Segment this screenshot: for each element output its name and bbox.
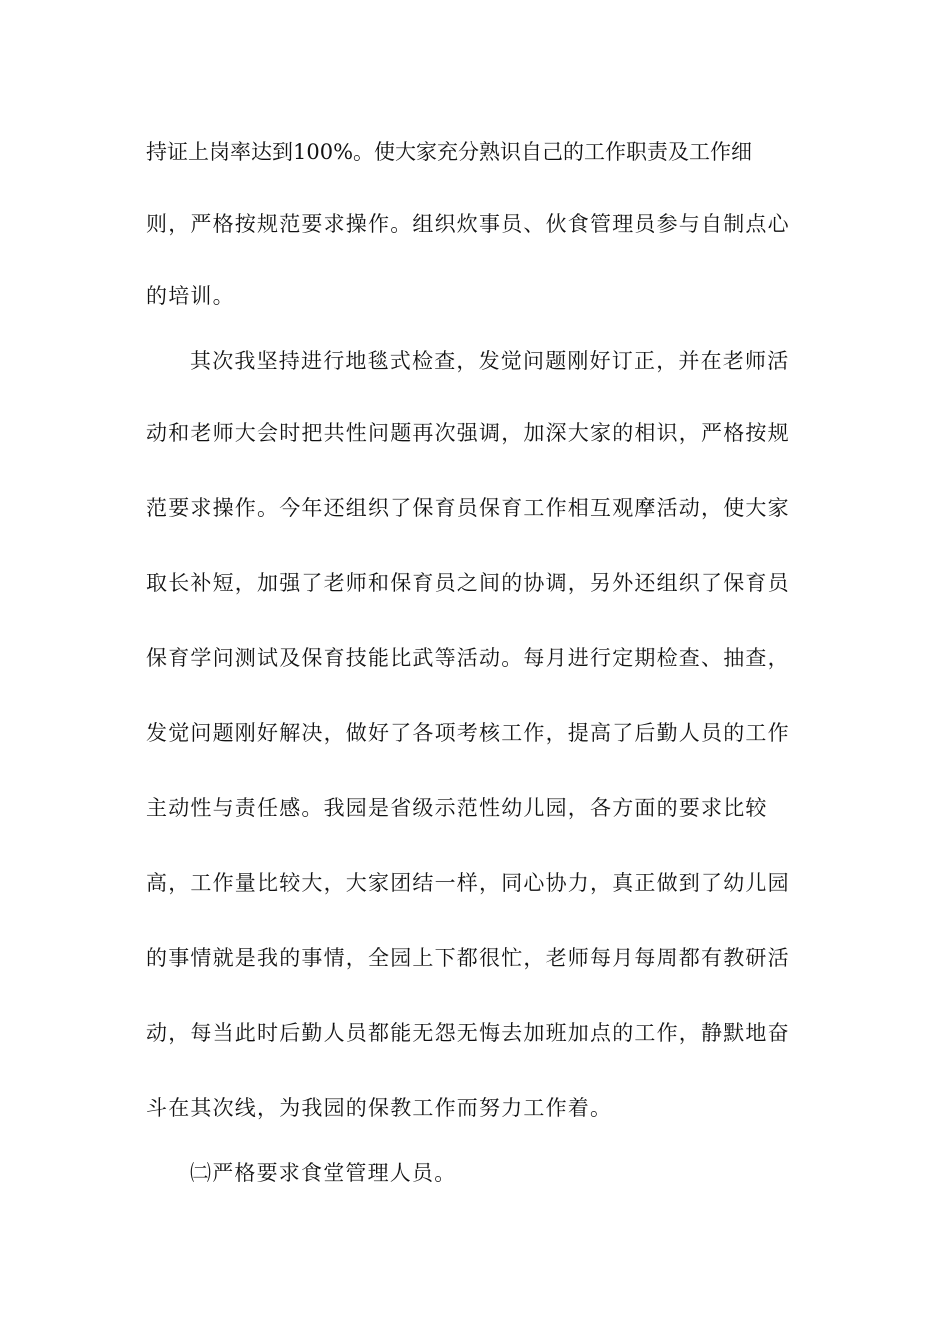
text-line: 高，工作量比较大，大家团结一样，同心协力，真正做到了幼儿园	[146, 871, 790, 895]
text-line: 取长补短，加强了老师和保育员之间的协调，另外还组织了保育员	[146, 571, 790, 595]
text-line: 发觉问题刚好解决，做好了各项考核工作，提高了后勤人员的工作	[146, 721, 790, 745]
section-heading: ㈡严格要求食堂管理人员。	[190, 1161, 457, 1185]
text-line: 动和老师大会时把共性问题再次强调，加深大家的相识，严格按规	[146, 421, 790, 445]
text-line: 则，严格按规范要求操作。组织炊事员、伙食管理员参与自制点心	[146, 212, 790, 236]
text-line: 的事情就是我的事情，全园上下都很忙，老师每月每周都有教研活	[146, 946, 790, 970]
text-line: 斗在其次线，为我园的保教工作而努力工作着。	[146, 1096, 613, 1120]
text-line: 主动性与责任感。我园是省级示范性幼儿园，各方面的要求比较	[146, 796, 768, 820]
text-line: 其次我坚持进行地毯式检查，发觉问题刚好订正，并在老师活	[190, 349, 790, 373]
text-line: 动，每当此时后勤人员都能无怨无悔去加班加点的工作，静默地奋	[146, 1021, 790, 1045]
text-line: 保育学问测试及保育技能比武等活动。每月进行定期检查、抽查，	[146, 646, 790, 670]
text-line: 的培训。	[146, 284, 235, 308]
text-line: 范要求操作。今年还组织了保育员保育工作相互观摩活动，使大家	[146, 496, 790, 520]
text-line: 持证上岗率达到100%。使大家充分熟识自己的工作职责及工作细	[146, 140, 753, 164]
